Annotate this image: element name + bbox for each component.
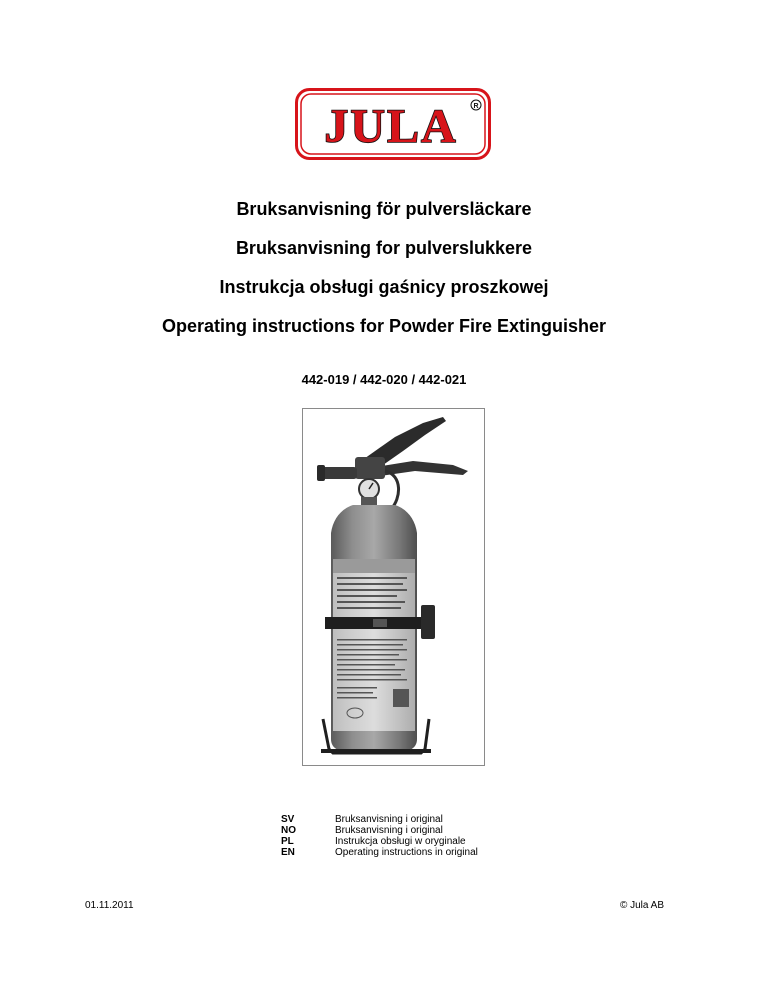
language-description: Instrukcja obsługi w oryginale [335, 836, 466, 847]
language-row [281, 847, 478, 858]
language-description: Bruksanvisning i original [335, 814, 443, 825]
article-numbers: 442-019 / 442-020 / 442-021 [301, 372, 467, 387]
title-english: Operating instructions for Powder Fire Extinguisher [161, 316, 607, 336]
jula-logo [295, 88, 491, 160]
jula-logo-graphic [295, 88, 491, 160]
language-code: SV [281, 814, 295, 825]
svg-text:R: R [473, 103, 479, 110]
language-row [281, 814, 478, 825]
fire-extinguisher-image [303, 409, 484, 765]
language-row [281, 836, 478, 847]
language-row [281, 825, 478, 836]
product-photo [302, 408, 485, 766]
title-norwegian: Bruksanvisning for pulverslukkere [235, 238, 533, 258]
language-code: NO [281, 825, 296, 836]
document-date: 01.11.2011 [85, 900, 134, 911]
copyright-notice: © Jula AB [619, 900, 664, 911]
language-list [281, 814, 478, 858]
title-swedish: Bruksanvisning för pulversläckare [236, 199, 532, 219]
language-code: PL [281, 836, 294, 847]
title-polish: Instrukcja obsługi gaśnicy proszkowej [219, 277, 549, 297]
language-description: Bruksanvisning i original [335, 825, 443, 836]
logo-wordmark: JULA [324, 100, 458, 153]
language-description: Operating instructions in original [335, 847, 478, 858]
language-code: EN [281, 847, 295, 858]
